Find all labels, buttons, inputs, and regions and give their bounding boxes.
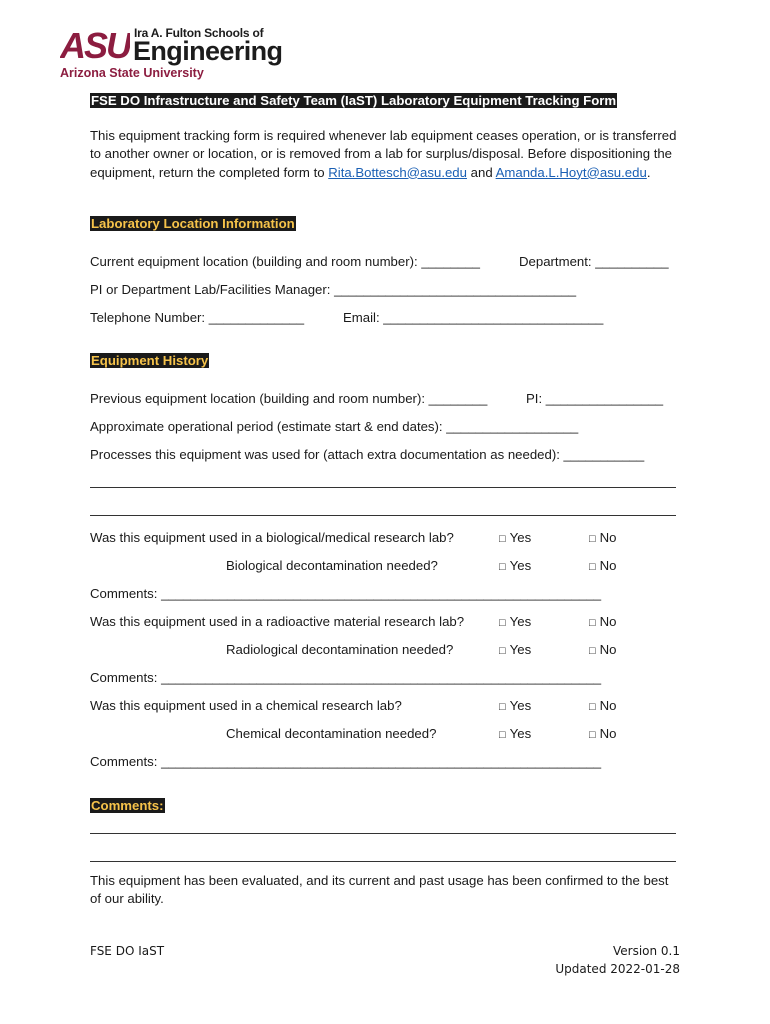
logo-school-line: Ira A. Fulton Schools of: [134, 26, 264, 40]
form-title: FSE DO Infrastructure and Safety Team (IaST) Laboratory Equipment Tracking Form: [91, 93, 617, 108]
certification-statement: This equipment has been evaluated, and its current and past usage has been confirmed to the best of our ability.: [90, 873, 669, 906]
current-location-field[interactable]: Current equipment location (building and room number): ________: [90, 254, 481, 269]
question-rad-decon: Radiological decontamination needed?: [226, 642, 454, 657]
checkbox-icon: □: [499, 561, 506, 573]
question-bio-decon: Biological decontamination needed?: [226, 558, 438, 573]
checkbox-icon: □: [499, 729, 506, 741]
operational-period-field[interactable]: Approximate operational period (estimate start & end dates): __________________: [90, 419, 579, 434]
processes-line-2[interactable]: [90, 515, 676, 516]
bio-decon-yes-checkbox[interactable]: □ Yes: [499, 558, 532, 573]
checkbox-icon: □: [589, 533, 596, 545]
rad-decon-yes-checkbox[interactable]: □ Yes: [499, 642, 532, 657]
chem-yes-checkbox[interactable]: □ Yes: [499, 698, 532, 713]
chem-decon-no-checkbox[interactable]: □ No: [589, 726, 617, 741]
checkbox-icon: □: [499, 617, 506, 629]
previous-location-field[interactable]: Previous equipment location (building and room number): ________: [90, 391, 488, 406]
comments-line-1[interactable]: [90, 833, 676, 834]
checkbox-icon: □: [589, 729, 596, 741]
email-link-amanda[interactable]: Amanda.L.Hoyt@asu.edu: [495, 164, 647, 180]
rad-decon-no-checkbox[interactable]: □ No: [589, 642, 617, 657]
question-chem-decon: Chemical decontamination needed?: [226, 726, 437, 741]
checkbox-icon: □: [589, 645, 596, 657]
rad-no-checkbox[interactable]: □ No: [589, 614, 617, 629]
checkbox-icon: □: [499, 701, 506, 713]
section-location-heading: Laboratory Location Information: [91, 216, 295, 231]
svg-text:ASU: ASU: [60, 28, 130, 62]
bio-decon-no-checkbox[interactable]: □ No: [589, 558, 617, 573]
manager-field[interactable]: PI or Department Lab/Facilities Manager: _________________________________: [90, 282, 577, 297]
chem-decon-yes-checkbox[interactable]: □ Yes: [499, 726, 532, 741]
bio-comments-field[interactable]: Comments: ____________________________________________________________: [90, 586, 602, 601]
logo-school-name: Engineering: [133, 36, 283, 66]
question-chem: Was this equipment used in a chemical research lab?: [90, 698, 402, 713]
asu-logo-mark: [60, 28, 130, 62]
footer-updated: Updated 2022-01-28: [555, 962, 680, 976]
telephone-field[interactable]: Telephone Number: _____________: [90, 310, 305, 325]
checkbox-icon: □: [589, 617, 596, 629]
checkbox-icon: □: [589, 561, 596, 573]
checkbox-icon: □: [499, 645, 506, 657]
bio-yes-checkbox[interactable]: □ Yes: [499, 530, 532, 545]
intro-paragraph: This equipment tracking form is required whenever lab equipment ceases operation, or is transferred to another owner or location, or is removed from a lab for surplus/disposal. Before dispositioning the equipment, return the completed form to Rita.Bottesch@asu.edu and Amanda.L.Hoyt@asu.edu.: [90, 128, 677, 180]
processes-line-1[interactable]: [90, 487, 676, 488]
question-rad: Was this equipment used in a radioactive material research lab?: [90, 614, 465, 629]
email-field[interactable]: Email: ______________________________: [343, 310, 604, 325]
comments-line-2[interactable]: [90, 861, 676, 862]
email-link-rita[interactable]: Rita.Bottesch@asu.edu: [328, 164, 467, 180]
processes-field[interactable]: Processes this equipment was used for (attach extra documentation as needed): ___________: [90, 447, 645, 462]
footer-version: Version 0.1: [612, 944, 680, 958]
checkbox-icon: □: [589, 701, 596, 713]
checkbox-icon: □: [499, 533, 506, 545]
question-bio: Was this equipment used in a biological/medical research lab?: [90, 530, 454, 545]
logo-university: Arizona State University: [60, 66, 204, 80]
section-history-heading: Equipment History: [91, 353, 209, 368]
chem-comments-field[interactable]: Comments: ____________________________________________________________: [90, 754, 602, 769]
department-field[interactable]: Department: __________: [519, 254, 669, 269]
rad-comments-field[interactable]: Comments: ____________________________________________________________: [90, 670, 602, 685]
bio-no-checkbox[interactable]: □ No: [589, 530, 617, 545]
pi-field[interactable]: PI: ________________: [526, 391, 664, 406]
chem-no-checkbox[interactable]: □ No: [589, 698, 617, 713]
section-comments-heading: Comments:: [91, 798, 164, 813]
rad-yes-checkbox[interactable]: □ Yes: [499, 614, 532, 629]
footer-left: FSE DO IaST: [90, 944, 165, 958]
